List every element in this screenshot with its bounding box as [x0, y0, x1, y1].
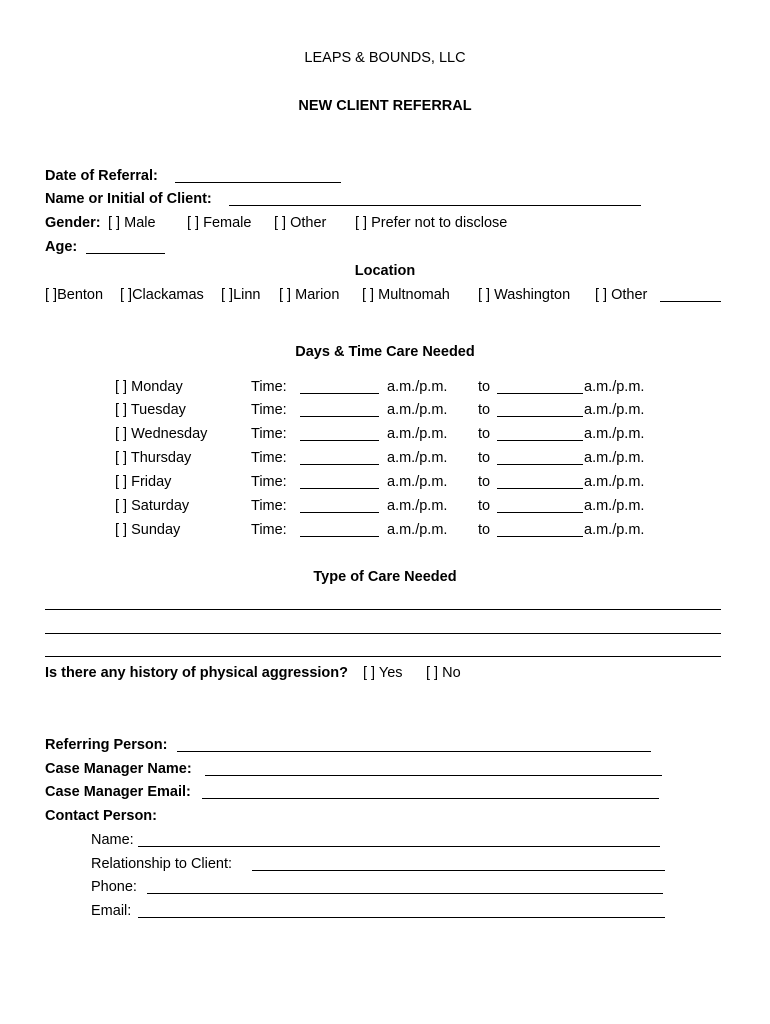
day-saturday-end-ampm: a.m./p.m. [584, 498, 645, 514]
day-saturday-start-field[interactable] [300, 512, 379, 513]
location-multnomah-checkbox[interactable]: [ ] Multnomah [362, 287, 450, 303]
day-wednesday-end-ampm: a.m./p.m. [584, 426, 645, 442]
gender-prefer-not-checkbox[interactable]: [ ] Prefer not to disclose [355, 215, 508, 231]
care-heading: Type of Care Needed [313, 569, 457, 585]
company-name: LEAPS & BOUNDS, LLC [304, 50, 466, 66]
case-manager-name-label: Case Manager Name: [45, 761, 192, 777]
day-monday-start-field[interactable] [300, 393, 379, 394]
day-monday-start-ampm: a.m./p.m. [387, 379, 448, 395]
location-benton-checkbox[interactable]: [ ]Benton [45, 287, 104, 303]
day-thursday-checkbox[interactable]: [ ] Thursday [115, 450, 192, 466]
day-tuesday-start-ampm: a.m./p.m. [387, 402, 448, 418]
contact-name-field[interactable] [138, 846, 660, 847]
location-clackamas-checkbox[interactable]: [ ]Clackamas [120, 287, 204, 303]
day-monday-to-label: to [478, 379, 491, 395]
case-manager-name-field[interactable] [205, 775, 662, 776]
day-friday-start-field[interactable] [300, 488, 379, 489]
aggression-yes-checkbox[interactable]: [ ] Yes [363, 665, 403, 681]
referring-person-label: Referring Person: [45, 737, 168, 753]
day-monday-checkbox[interactable]: [ ] Monday [115, 379, 183, 395]
form-title: NEW CLIENT REFERRAL [298, 98, 472, 114]
day-wednesday-time-label: Time: [251, 426, 287, 442]
client-name-label: Name or Initial of Client: [45, 191, 212, 207]
day-tuesday-start-field[interactable] [300, 416, 379, 417]
day-sunday-time-label: Time: [251, 522, 287, 538]
day-friday-end-ampm: a.m./p.m. [584, 474, 645, 490]
day-sunday-start-ampm: a.m./p.m. [387, 522, 448, 538]
day-tuesday-time-label: Time: [251, 402, 287, 418]
day-friday-checkbox[interactable]: [ ] Friday [115, 474, 172, 490]
day-sunday-end-field[interactable] [497, 536, 583, 537]
day-thursday-start-field[interactable] [300, 464, 379, 465]
gender-female-checkbox[interactable]: [ ] Female [187, 215, 252, 231]
day-sunday-to-label: to [478, 522, 491, 538]
day-wednesday-start-field[interactable] [300, 440, 379, 441]
day-friday-time-label: Time: [251, 474, 287, 490]
days-heading: Days & Time Care Needed [295, 344, 475, 360]
day-saturday-start-ampm: a.m./p.m. [387, 498, 448, 514]
care-line-3[interactable] [45, 656, 721, 657]
gender-other-checkbox[interactable]: [ ] Other [274, 215, 327, 231]
aggression-no-checkbox[interactable]: [ ] No [426, 665, 461, 681]
contact-person-label: Contact Person: [45, 808, 157, 824]
date-of-referral-field[interactable] [175, 182, 341, 183]
location-other-field[interactable] [660, 301, 721, 302]
case-manager-email-label: Case Manager Email: [45, 784, 191, 800]
contact-phone-label: Phone: [91, 879, 137, 895]
day-thursday-start-ampm: a.m./p.m. [387, 450, 448, 466]
day-tuesday-end-ampm: a.m./p.m. [584, 402, 645, 418]
day-tuesday-to-label: to [478, 402, 491, 418]
aggression-question: Is there any history of physical aggression? [45, 665, 348, 681]
gender-male-checkbox[interactable]: [ ] Male [108, 215, 156, 231]
day-saturday-time-label: Time: [251, 498, 287, 514]
day-friday-to-label: to [478, 474, 491, 490]
day-saturday-checkbox[interactable]: [ ] Saturday [115, 498, 190, 514]
day-tuesday-checkbox[interactable]: [ ] Tuesday [115, 402, 186, 418]
referring-person-field[interactable] [177, 751, 651, 752]
day-saturday-end-field[interactable] [497, 512, 583, 513]
contact-phone-field[interactable] [147, 893, 663, 894]
day-saturday-to-label: to [478, 498, 491, 514]
day-sunday-start-field[interactable] [300, 536, 379, 537]
day-monday-time-label: Time: [251, 379, 287, 395]
location-washington-checkbox[interactable]: [ ] Washington [478, 287, 571, 303]
location-marion-checkbox[interactable]: [ ] Marion [279, 287, 340, 303]
care-line-2[interactable] [45, 633, 721, 634]
day-wednesday-start-ampm: a.m./p.m. [387, 426, 448, 442]
contact-relationship-label: Relationship to Client: [91, 856, 233, 872]
day-monday-end-field[interactable] [497, 393, 583, 394]
day-friday-start-ampm: a.m./p.m. [387, 474, 448, 490]
day-thursday-end-field[interactable] [497, 464, 583, 465]
client-name-field[interactable] [229, 205, 641, 206]
case-manager-email-field[interactable] [202, 798, 659, 799]
day-thursday-end-ampm: a.m./p.m. [584, 450, 645, 466]
contact-email-field[interactable] [138, 917, 665, 918]
day-wednesday-to-label: to [478, 426, 491, 442]
date-of-referral-label: Date of Referral: [45, 168, 158, 184]
gender-label: Gender: [45, 215, 101, 231]
contact-relationship-field[interactable] [252, 870, 665, 871]
day-thursday-time-label: Time: [251, 450, 287, 466]
contact-name-label: Name: [91, 832, 134, 848]
day-friday-end-field[interactable] [497, 488, 583, 489]
day-thursday-to-label: to [478, 450, 491, 466]
day-wednesday-checkbox[interactable]: [ ] Wednesday [115, 426, 208, 442]
location-other-checkbox[interactable]: [ ] Other [595, 287, 648, 303]
day-sunday-checkbox[interactable]: [ ] Sunday [115, 522, 181, 538]
day-monday-end-ampm: a.m./p.m. [584, 379, 645, 395]
day-tuesday-end-field[interactable] [497, 416, 583, 417]
contact-email-label: Email: [91, 903, 132, 919]
age-label: Age: [45, 239, 78, 255]
age-field[interactable] [86, 253, 165, 254]
care-line-1[interactable] [45, 609, 721, 610]
location-heading: Location [354, 263, 416, 279]
day-wednesday-end-field[interactable] [497, 440, 583, 441]
day-sunday-end-ampm: a.m./p.m. [584, 522, 645, 538]
location-linn-checkbox[interactable]: [ ]Linn [221, 287, 261, 303]
